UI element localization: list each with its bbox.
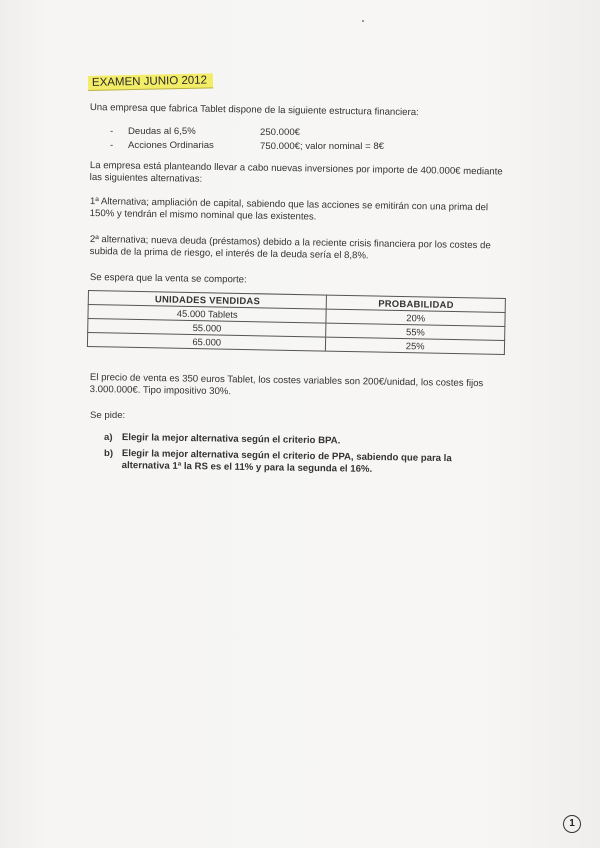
probability-cell: 20% xyxy=(326,309,505,326)
bullet-dash: - xyxy=(110,140,114,151)
question-text: Elegir la mejor alternativa según el criterio de PPA, sabiendo que para la alternativa 1ª la RS es el 11% y para la segunda el 16%. xyxy=(121,448,452,475)
question-marker: a) xyxy=(104,432,113,443)
page-number: 1 xyxy=(563,815,581,833)
bullet-dash: - xyxy=(110,126,114,137)
financing-value: 250.000€ xyxy=(260,127,301,138)
column-header-probability: PROBABILIDAD xyxy=(327,295,506,312)
units-cell: 55.000 xyxy=(88,319,327,338)
sales-table xyxy=(87,290,506,355)
price-text: El precio de venta es 350 euros Tablet, los costes variables son 200€/unidad, los costes fijos 3.000.000€. Tipo impositivo 30%. xyxy=(89,372,484,398)
probability-cell: 55% xyxy=(326,323,505,340)
probability-cell: 25% xyxy=(326,337,505,354)
column-header-units: UNIDADES VENDIDAS xyxy=(88,291,327,310)
question-text: Elegir la mejor alternativa según el criterio BPA. xyxy=(121,432,341,447)
scan-speck xyxy=(362,20,364,22)
asks-label: Se pide: xyxy=(90,410,126,421)
plan-text: La empresa está planteando llevar a cabo nuevas inversiones por importe de 400.000€ mediante las siguientes alternativas: xyxy=(89,160,503,185)
units-cell: 65.000 xyxy=(87,333,326,352)
units-cell: 45.000 Tablets xyxy=(88,305,327,324)
financing-value: 750.000€; valor nominal = 8€ xyxy=(260,141,385,152)
sales-intro: Se espera que la venta se comporte: xyxy=(89,272,247,286)
exam-title: EXAMEN JUNIO 2012 xyxy=(88,73,213,91)
financing-label: Deudas al 6,5% xyxy=(128,126,196,137)
alternative-1: 1ª Alternativa; ampliación de capital, sabiendo que las acciones se emitirán con una prima del 150% y tendrán el mismo nominal que las existentes. xyxy=(89,196,489,223)
intro-text: Una empresa que fabrica Tablet dispone de la siguiente estructura financiera: xyxy=(89,102,419,119)
financing-label: Acciones Ordinarias xyxy=(128,140,214,151)
alternative-2: 2ª alternativa; nueva deuda (préstamos) debido a la reciente crisis financiera por los costes de subida de la prima de riesgo, el interés de la deuda sería el 8,8%. xyxy=(89,234,491,262)
question-marker: b) xyxy=(104,448,114,459)
